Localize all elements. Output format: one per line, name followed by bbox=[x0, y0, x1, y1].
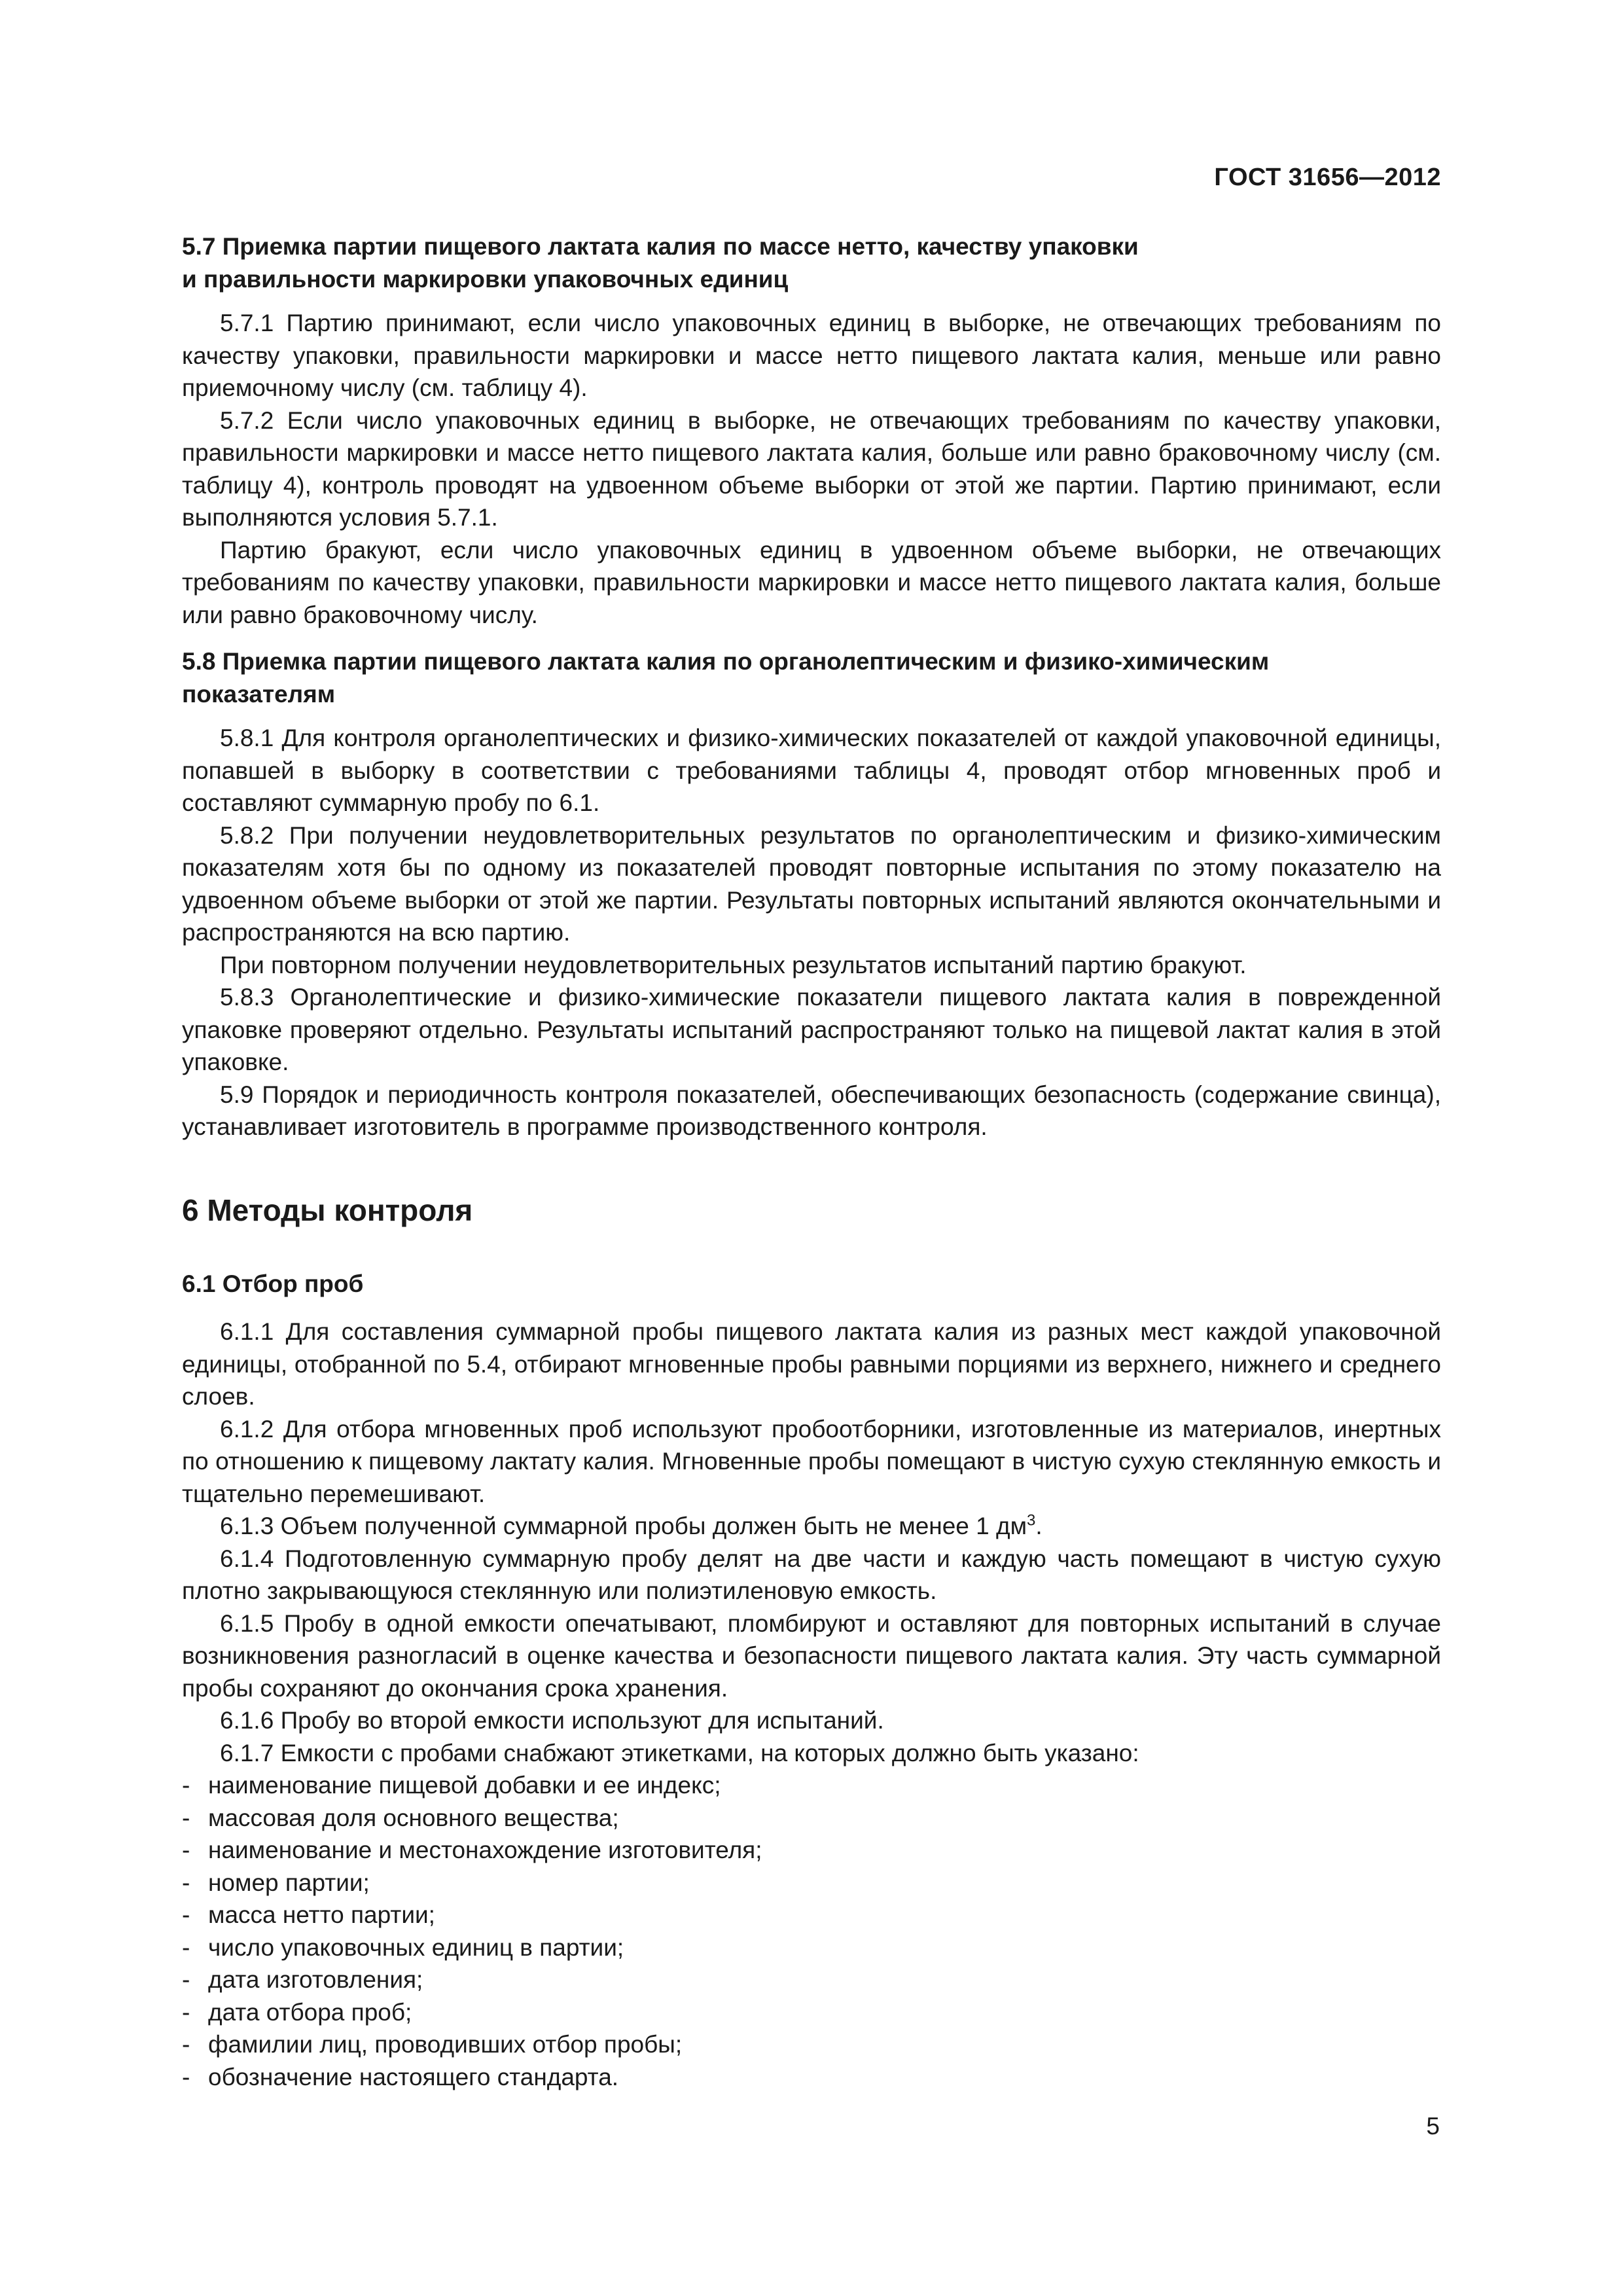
paragraph-5-8-2: 5.8.2 При получении неудовлетворительных результатов по органолептическим и физико-химическим показателям хотя бы по одному из показателей проводят повторные испытания по этому показателю на удвоенном объеме выборки от этой же партии. Результаты повторных испытаний являются окончательными и распространяются на всю партию. bbox=[182, 821, 1441, 946]
list-item: - наименование пищевой добавки и ее индекс; bbox=[182, 1769, 1441, 1802]
section-6-1-heading: 6.1 Отбор проб bbox=[182, 1270, 364, 1297]
list-item: - фамилии лиц, проводивших отбор пробы; bbox=[182, 2028, 1441, 2061]
paragraph-5-9: 5.9 Порядок и периодичность контроля показателей, обеспечивающих безопасность (содержание свинца), устанавливает изготовитель в программе производственного контроля. bbox=[182, 1081, 1441, 1140]
section-5-7-heading-line2: и правильности маркировки упаковочных единиц bbox=[182, 265, 789, 293]
list-item: - масса нетто партии; bbox=[182, 1899, 1441, 1931]
document-id: ГОСТ 31656—2012 bbox=[1214, 164, 1441, 191]
list-item: - дата отбора проб; bbox=[182, 1996, 1441, 2029]
list-dash: - bbox=[182, 1869, 190, 1896]
paragraph-5-7-2: 5.7.2 Если число упаковочных единиц в выборке, не отвечающих требованиям по качеству упаковки, правильности маркировки и массе нетто пищевого лактата калия, больше или равно браковочному числу (см. таблицу 4), контроль проводят на удвоенном объеме выборки от этой же партии. Партию принимают, если выполняются условия 5.7.1. bbox=[182, 406, 1441, 531]
section-5-8-heading-line1: 5.8 Приемка партии пищевого лактата калия по органолептическим и физико-химическим bbox=[182, 648, 1270, 675]
paragraph-6-1-1: 6.1.1 Для составления суммарной пробы пищевого лактата калия из разных мест каждой упаковочной единицы, отобранной по 5.4, отбирают мгновенные пробы равными порциями из верхнего, нижнего и среднего слоев. bbox=[182, 1318, 1441, 1410]
list-item: - дата изготовления; bbox=[182, 1964, 1441, 1996]
list-dash: - bbox=[182, 1966, 190, 1993]
section-5-7-heading bbox=[182, 230, 1441, 295]
paragraph-5-7-1: 5.7.1 Партию принимают, если число упаковочных единиц в выборке, не отвечающих требованиям по качеству упаковки, правильности маркировки и массе нетто пищевого лактата калия, меньше или равно приемочному числу (см. таблицу 4). bbox=[182, 310, 1441, 401]
page-content bbox=[182, 230, 1441, 2093]
paragraph-5-8-2-reject: При повторном получении неудовлетворительных результатов испытаний партию бракуют. bbox=[220, 951, 1247, 978]
section-5-8-heading bbox=[182, 645, 1441, 710]
list-dash: - bbox=[182, 1804, 190, 1831]
list-item: - число упаковочных единиц в партии; bbox=[182, 1931, 1441, 1964]
paragraph-6-1-4: 6.1.4 Подготовленную суммарную пробу делят на две части и каждую часть помещают в чистую сухую плотно закрывающуюся стеклянную или полиэтиленовую емкость. bbox=[182, 1545, 1441, 1604]
list-item: - номер партии; bbox=[182, 1867, 1441, 1899]
paragraph-6-1-2: 6.1.2 Для отбора мгновенных проб используют пробоотборники, изготовленные из материалов, инертных по отношению к пищевому лактату калия. Мгновенные пробы помещают в чистую сухую стеклянную емкость и тщательно перемешивают. bbox=[182, 1415, 1441, 1507]
label-requirements-list bbox=[182, 1769, 1441, 2093]
list-dash: - bbox=[182, 1998, 190, 2026]
paragraph-6-1-5: 6.1.5 Пробу в одной емкости опечатывают, пломбируют и оставляют для повторных испытаний в случае возникновения разногласий в оценке качества и безопасности пищевого лактата калия. Эту часть суммарной пробы сохраняют до окончания срока хранения. bbox=[182, 1609, 1441, 1702]
paragraph-6-1-6: 6.1.6 Пробу во второй емкости используют для испытаний. bbox=[220, 1707, 884, 1734]
list-dash: - bbox=[182, 2063, 190, 2090]
section-5-7-heading-line1: 5.7 Приемка партии пищевого лактата калия по массе нетто, качеству упаковки bbox=[182, 233, 1139, 260]
paragraph-6-1-3-end: . bbox=[1035, 1513, 1043, 1539]
list-dash: - bbox=[182, 1772, 190, 1799]
list-dash: - bbox=[182, 1901, 190, 1928]
list-item: - массовая доля основного вещества; bbox=[182, 1802, 1441, 1835]
superscript-3: 3 bbox=[1027, 1511, 1036, 1530]
section-5-8-heading-line2: показателям bbox=[182, 680, 336, 708]
paragraph-5-7-2-reject: Партию бракуют, если число упаковочных единиц в удвоенном объеме выборки, не отвечающих требованиям по качеству упаковки, правильности маркировки и массе нетто пищевого лактата калия, больше или равно браковочному числу. bbox=[182, 536, 1441, 628]
list-dash: - bbox=[182, 2031, 190, 2058]
paragraph-6-1-7: 6.1.7 Емкости с пробами снабжают этикетками, на которых должно быть указано: bbox=[220, 1739, 1139, 1767]
list-item: - обозначение настоящего стандарта. bbox=[182, 2061, 1441, 2094]
section-6-heading: 6 Методы контроля bbox=[182, 1193, 473, 1227]
page-number: 5 bbox=[1426, 2113, 1440, 2140]
paragraph-5-8-1: 5.8.1 Для контроля органолептических и физико-химических показателей от каждой упаковочной единицы, попавшей в выборку в соответствии с требованиями таблицы 4, проводят отбор мгновенных проб и составляют суммарную пробу по 6.1. bbox=[182, 725, 1441, 816]
list-dash: - bbox=[182, 1837, 190, 1863]
list-item: - наименование и местонахождение изготовителя; bbox=[182, 1834, 1441, 1867]
list-dash: - bbox=[182, 1933, 190, 1961]
paragraph-5-8-3: 5.8.3 Органолептические и физико-химические показатели пищевого лактата калия в поврежденной упаковке проверяют отдельно. Результаты испытаний распространяют только на пищевой лактат калия в этой упаковке. bbox=[182, 984, 1441, 1075]
paragraph-6-1-3 bbox=[182, 1510, 1441, 1543]
paragraph-6-1-3-text: 6.1.3 Объем полученной суммарной пробы должен быть не менее 1 дм bbox=[220, 1513, 1027, 1539]
